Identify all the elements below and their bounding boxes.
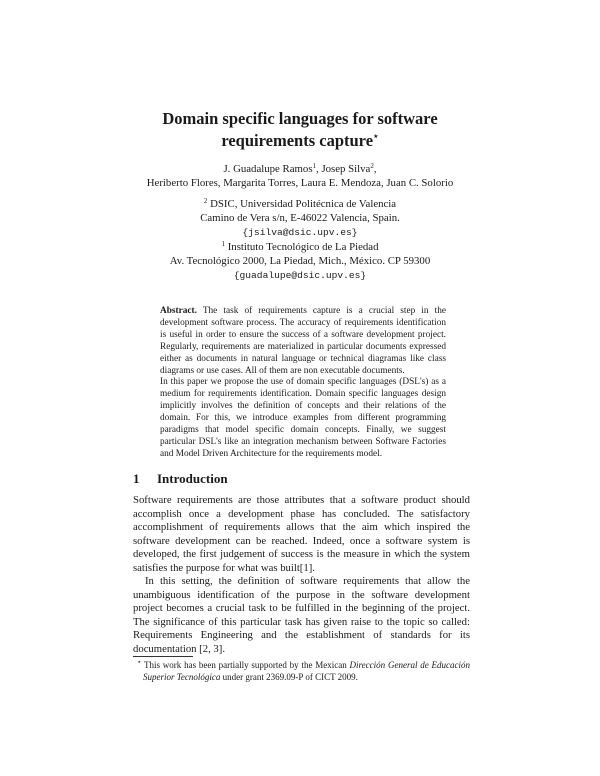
abstract bbox=[160, 306, 446, 461]
affiliation-dsic-name: DSIC, Universidad Politécnica de Valencia bbox=[207, 198, 397, 210]
footnote-rule bbox=[133, 656, 193, 657]
author-silva: Josep Silva bbox=[321, 163, 371, 175]
author-ramos: J. Guadalupe Ramos bbox=[223, 163, 313, 175]
body-paragraph-2: In this setting, the definition of software requirements that allow the unambiguous identification of the purpose in the software development project becomes a crucial task to be fulfilled in the beginning of the project. The significance of this particular task has given raise to the topic so called: Requirements Engineering and the establishment of standards for its documentation [2, 3]. bbox=[133, 575, 470, 655]
author-silva-affil: 2 bbox=[370, 162, 374, 170]
affiliation-dsic: $^2$ DSIC, Universidad Politécnica de Valencia Camino de Vera s/n, E-46022 Valencia, Spain. {jsilva@dsic.upv.es} bbox=[0, 197, 600, 240]
author-ramos-affil: 1 bbox=[312, 162, 317, 170]
section-title: Introduction bbox=[157, 471, 228, 486]
affiliation-itlp: $^1$ Instituto Tecnológico de La Piedad Av. Tecnológico 2000, La Piedad, Mich., México. CP 59300 {guadalupe@dsic.upv.es} bbox=[0, 240, 600, 283]
footnote-mark: ⋆ bbox=[137, 658, 142, 666]
title-line-2: requirements capture bbox=[221, 131, 374, 150]
paper-title bbox=[0, 108, 600, 152]
abstract-paragraph-1: Abstract. The task of requirements capture is a crucial step in the development software process. The accuracy of requirements identification is useful in order to ensure the success of a software development project. Regularly, requirements are materialized in particular documents expressed either as documents in natural language or technical diagramas like class diagrams or use cases. All of them are non executable documents. bbox=[160, 306, 446, 376]
affiliation-dsic-address: Camino de Vera s/n, E-46022 Valencia, Spain. bbox=[200, 212, 400, 225]
footnote-agency: Dirección General de Educación Superior Tecnológica bbox=[143, 660, 470, 682]
section-heading bbox=[133, 471, 228, 487]
body-text bbox=[133, 494, 470, 656]
title-footnote-mark: ⋆ bbox=[373, 131, 379, 141]
body-paragraph-1: Software requirements are those attributes that a software product should accomplish once a development phase has concluded. The satisfactory accomplishment of requirements allows that the aim which inspired the software development can be reached. Indeed, once a software system is developed, the first judgement of success is the measure in which the system satisfies the purpose for what was built[1]. bbox=[133, 494, 470, 574]
section-number: 1 bbox=[133, 471, 140, 486]
affiliation-itlp-address: Av. Tecnológico 2000, La Piedad, Mich., México. CP 59300 bbox=[169, 255, 431, 268]
affiliation-dsic-email: {jsilva@dsic.upv.es} bbox=[242, 226, 358, 238]
abstract-paragraph-2: In this paper we propose the use of domain specific languages (DSL's) as a medium for requirements identification. Domain specific languages design implicitly involves the definition of concepts and their relations of the domain. For this, we introduce examples from different programming paradigms that model specific domain concepts. Finally, we suggest particular DSL's like an integration mechanism between Software Factories and Model Driven Architecture for the requirements model. bbox=[160, 377, 446, 459]
author-list bbox=[0, 162, 600, 191]
abstract-label: Abstract. bbox=[160, 306, 197, 316]
title-line-1: Domain specific languages for software bbox=[162, 109, 438, 128]
authors-line-1: J. Guadalupe Ramos$^1$, Josep Silva$^2$, bbox=[223, 162, 377, 175]
affiliation-itlp-name: Instituto Tecnológico de La Piedad bbox=[225, 241, 379, 253]
affiliation-itlp-email: {guadalupe@dsic.upv.es} bbox=[233, 269, 367, 281]
footnote: ⋆ This work has been partially supported by the Mexican Dirección General de Educación Superior Tecnológica under grant 2369.09-P of CICT 2009. bbox=[137, 658, 470, 682]
authors-line-2: Heriberto Flores, Margarita Torres, Laura E. Mendoza, Juan C. Solorio bbox=[146, 177, 454, 190]
